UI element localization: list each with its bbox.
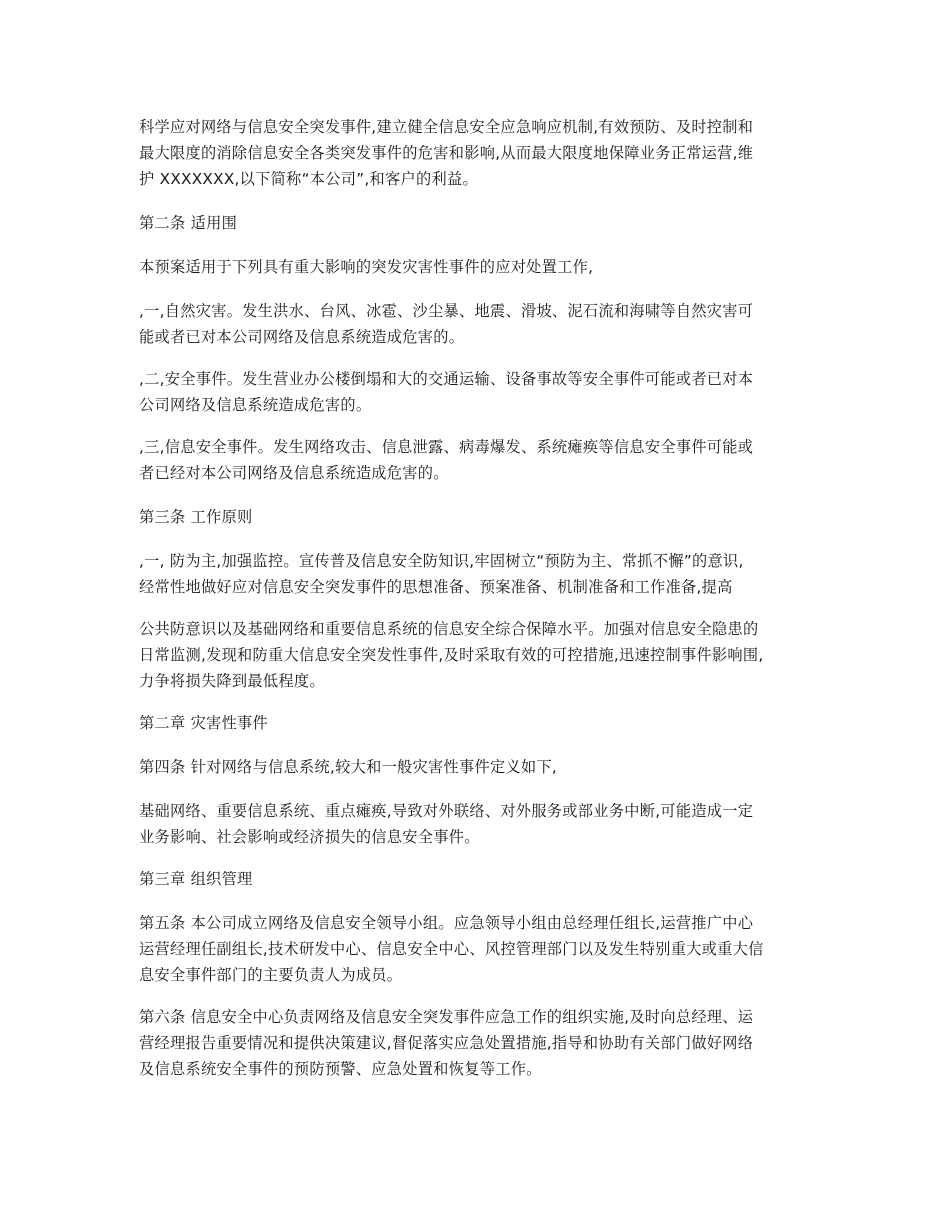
text-line: 第六条 信息安全中心负责网络及信息安全突发事件应急工作的组织实施,及时向总经理、运 [139,1008,754,1026]
text-line: ,一,自然灾害。发生洪水、台风、冰雹、沙尘暴、地震、滑坡、泥石流和海啸等自然灾害可 [139,302,754,320]
paragraph-purpose [139,114,809,192]
heading-article-3 [139,504,809,530]
text-line: 公司网络及信息系统造成危害的。 [139,396,372,414]
text-line: 息安全事件部门的主要负责人为成员。 [139,966,403,984]
text-line: 日常监测,发现和防重大信息安全突发性事件,及时采取有效的可控措施,迅速控制事件影响围, [139,646,764,664]
text-line: 业务影响、社会影响或经济损失的信息安全事件。 [139,828,480,846]
text-line: 运营经理任副组长,技术研发中心、信息安全中心、风控管理部门以及发生特别重大或重大信 [139,940,764,958]
paragraph-monitoring [139,616,809,694]
text-line: 第五条 本公司成立网络及信息安全领导小组。应急领导小组由总经理任组长,运营推广中心 [139,914,754,932]
heading-chapter-2 [139,710,809,736]
text-line: 公共防意识以及基础网络和重要信息系统的信息安全综合保障水平。加强对信息安全隐患的 [139,620,759,638]
text-line: ,一, 防为主,加强监控。宣传普及信息安全防知识,牢固树立“预防为主、常抓不懈”的意识, [139,552,744,570]
text-line: 营经理报告重要情况和提供决策建议,督促落实应急处置措施,指导和协助有关部门做好网络 [139,1034,754,1052]
text-line: 护 XXXXXXX,以下简称“本公司”,和客户的利益。 [139,170,478,188]
text-line: 最大限度的消除信息安全各类突发事件的危害和影响,从而最大限度地保障业务正常运营,维 [139,144,754,162]
text-line: 科学应对网络与信息安全突发事件,建立健全信息安全应急响应机制,有效预防、及时控制和 [139,118,754,136]
text-line: 力争将损失降到最低程度。 [139,672,325,690]
text-line: 能或者已对本公司网络及信息系统造成危害的。 [139,328,465,346]
text-line: ,三,信息安全事件。发生网络攻击、信息泄露、病毒爆发、系统瘫痪等信息安全事件可能或 [139,438,754,456]
paragraph-natural-disaster [139,298,809,350]
text-line: 本预案适用于下列具有重大影响的突发灾害性事件的应对处置工作, [139,258,594,276]
text-line: 者已经对本公司网络及信息系统造成危害的。 [139,464,449,482]
text-line: 第二章 灾害性事件 [139,714,269,732]
text-line: 第三章 组织管理 [139,870,253,888]
heading-chapter-3 [139,866,809,892]
paragraph-article-6 [139,1004,809,1082]
text-line: 第三条 工作原则 [139,508,253,526]
paragraph-article-4 [139,754,809,780]
paragraph-prevention [139,548,809,600]
paragraph-article-5 [139,910,809,988]
text-line: 第四条 针对网络与信息系统,较大和一般灾害性事件定义如下, [139,758,558,776]
text-line: ,二,安全事件。发生营业办公楼倒塌和大的交通运输、设备事故等安全事件可能或者已对本 [139,370,754,388]
heading-article-2 [139,210,809,236]
text-line: 基础网络、重要信息系统、重点瘫痪,导致对外联络、对外服务或部业务中断,可能造成一定 [139,802,754,820]
paragraph-scope [139,254,809,280]
paragraph-definition [139,798,809,850]
paragraph-safety-incident [139,366,809,418]
paragraph-infosec-incident [139,434,809,486]
text-line: 经常性地做好应对信息安全突发事件的思想准备、预案准备、机制准备和工作准备,提高 [139,578,733,596]
text-line: 第二条 适用围 [139,214,238,232]
text-line: 及信息系统安全事件的预防预警、应急处置和恢复等工作。 [139,1060,542,1078]
